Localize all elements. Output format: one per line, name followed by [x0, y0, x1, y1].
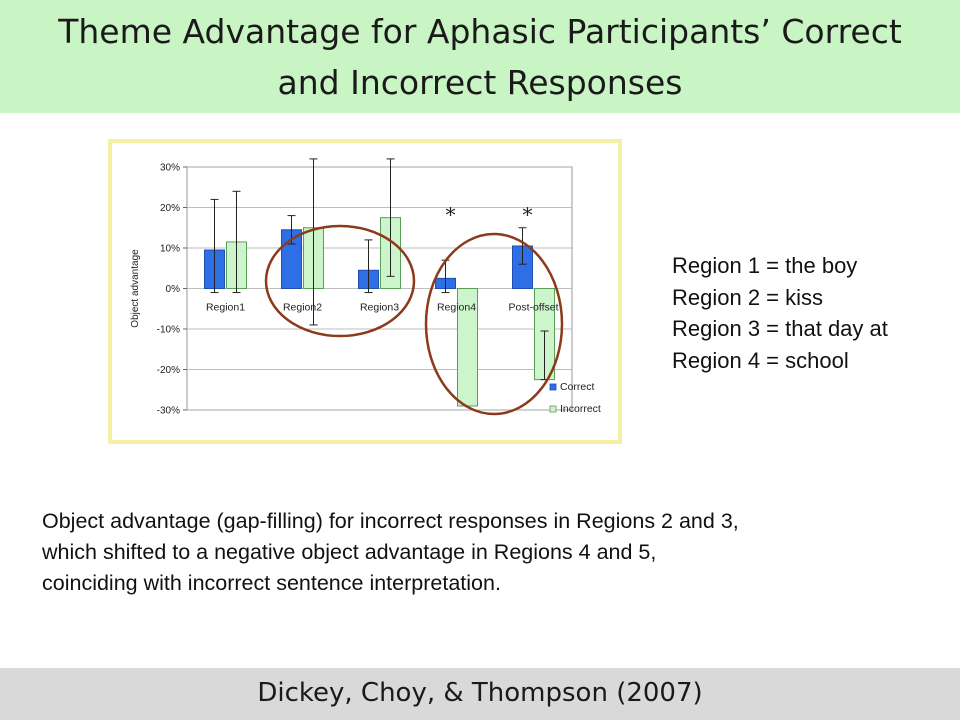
caption: [42, 506, 942, 599]
x-tick-label: Post-offset: [508, 301, 559, 314]
region-note: Region 1 = the boy: [672, 253, 858, 278]
legend-swatch-incorrect: [550, 406, 556, 412]
y-tick-label: 0%: [165, 284, 180, 295]
caption-line: coinciding with incorrect sentence interpretation.: [42, 571, 501, 595]
legend-label: Incorrect: [560, 403, 601, 415]
region-notes: [672, 250, 888, 376]
title-bar: [0, 0, 960, 113]
y-tick-label: 10%: [159, 243, 180, 255]
slide-title-line-1: Theme Advantage for Aphasic Participants’ Correct: [58, 12, 902, 51]
region-note: Region 3 = that day at: [672, 316, 888, 341]
y-tick-label: -20%: [156, 365, 180, 376]
significance-marker: *: [445, 202, 456, 227]
x-tick-label: Region1: [205, 301, 246, 314]
bar-chart: [112, 143, 618, 440]
x-tick-label: Region4: [436, 301, 477, 314]
region-note: Region 2 = kiss: [672, 284, 824, 310]
significance-marker: *: [522, 202, 533, 227]
region-note: Region 4 = school: [672, 347, 849, 373]
x-tick-label: Region2: [282, 301, 323, 314]
chart-frame: [108, 139, 622, 444]
legend-swatch-correct: [550, 384, 556, 390]
y-tick-label: 20%: [159, 203, 180, 214]
caption-line: which shifted to a negative object advantage in Regions 4 and 5,: [42, 540, 657, 564]
y-tick-label: -30%: [156, 405, 180, 417]
legend-label: Correct: [560, 381, 595, 393]
y-axis-label: Object advantage: [130, 249, 141, 328]
footer-bar: [0, 668, 960, 720]
y-tick-label: -10%: [156, 324, 180, 336]
citation: Dickey, Choy, & Thompson (2007): [257, 678, 703, 708]
slide-title-line-2: and Incorrect Responses: [277, 63, 683, 102]
caption-line: Object advantage (gap-filling) for incorrect responses in Regions 2 and 3,: [42, 509, 739, 533]
x-tick-label: Region3: [359, 301, 400, 314]
y-tick-label: 30%: [159, 162, 180, 174]
